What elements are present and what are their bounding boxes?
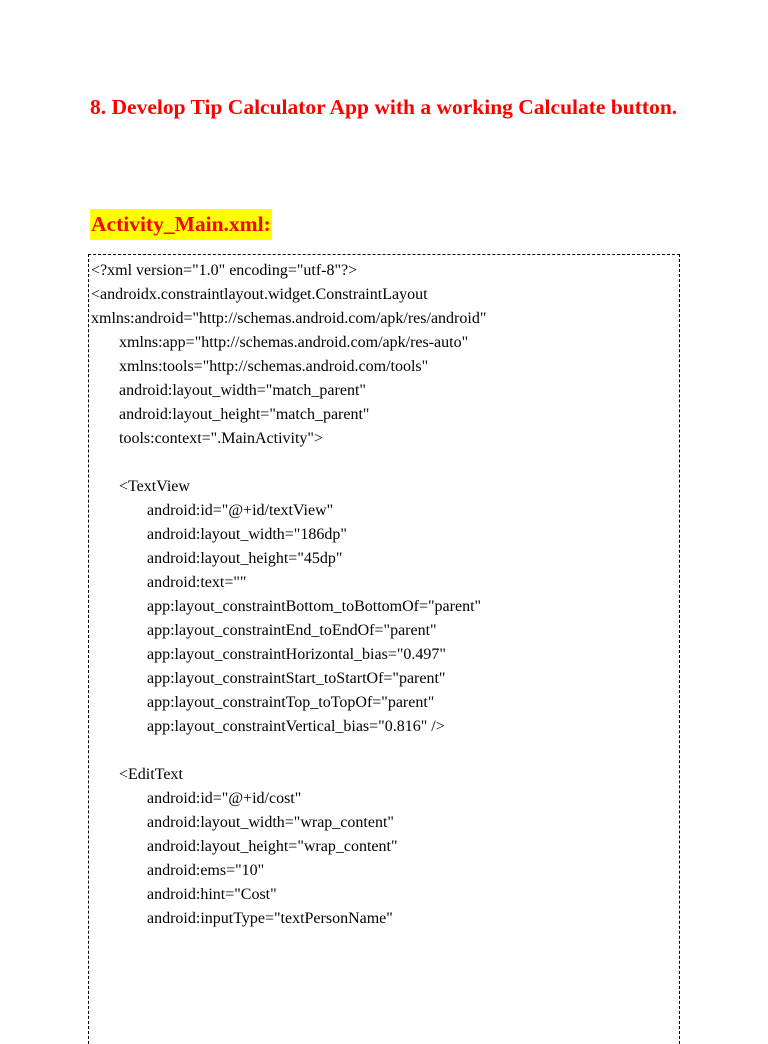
code-block bbox=[88, 254, 680, 1044]
code-line: <EditText bbox=[119, 766, 183, 783]
code-line: xmlns:tools="http://schemas.android.com/tools" bbox=[119, 358, 429, 375]
code-line: app:layout_constraintVertical_bias="0.816" /> bbox=[147, 718, 445, 735]
code-line: android:id="@+id/textView" bbox=[147, 502, 334, 519]
code-line: app:layout_constraintStart_toStartOf="parent" bbox=[147, 670, 446, 687]
code-line: android:layout_width="wrap_content" bbox=[147, 814, 394, 831]
code-line: xmlns:app="http://schemas.android.com/apk/res-auto" bbox=[119, 334, 469, 351]
code-line: android:layout_height="match_parent" bbox=[119, 406, 370, 423]
code-line: android:ems="10" bbox=[147, 862, 265, 879]
code-line: android:layout_width="186dp" bbox=[147, 526, 347, 543]
code-blank-line bbox=[89, 451, 679, 475]
code-line: app:layout_constraintTop_toTopOf="parent" bbox=[147, 694, 435, 711]
code-line: android:inputType="textPersonName" bbox=[147, 910, 393, 927]
code-line: <?xml version="1.0" encoding="utf-8"?> bbox=[91, 262, 358, 279]
code-line: tools:context=".MainActivity"> bbox=[119, 430, 323, 447]
code-line: xmlns:android="http://schemas.android.com/apk/res/android" bbox=[91, 310, 487, 327]
code-line: android:text="" bbox=[147, 574, 247, 591]
code-line: app:layout_constraintEnd_toEndOf="parent" bbox=[147, 622, 437, 639]
code-line: android:hint="Cost" bbox=[147, 886, 277, 903]
code-line: app:layout_constraintHorizontal_bias="0.497" bbox=[147, 646, 446, 663]
code-line: android:id="@+id/cost" bbox=[147, 790, 302, 807]
code-line: android:layout_height="45dp" bbox=[147, 550, 343, 567]
code-line: <androidx.constraintlayout.widget.ConstraintLayout bbox=[91, 286, 428, 303]
code-blank-line bbox=[89, 739, 679, 763]
file-label: Activity_Main.xml: bbox=[90, 209, 272, 240]
code-line: <TextView bbox=[119, 478, 190, 495]
page-heading: 8. Develop Tip Calculator App with a working Calculate button. bbox=[90, 95, 678, 119]
code-line: android:layout_height="wrap_content" bbox=[147, 838, 398, 855]
code-line: android:layout_width="match_parent" bbox=[119, 382, 366, 399]
code-line: app:layout_constraintBottom_toBottomOf="parent" bbox=[147, 598, 482, 615]
